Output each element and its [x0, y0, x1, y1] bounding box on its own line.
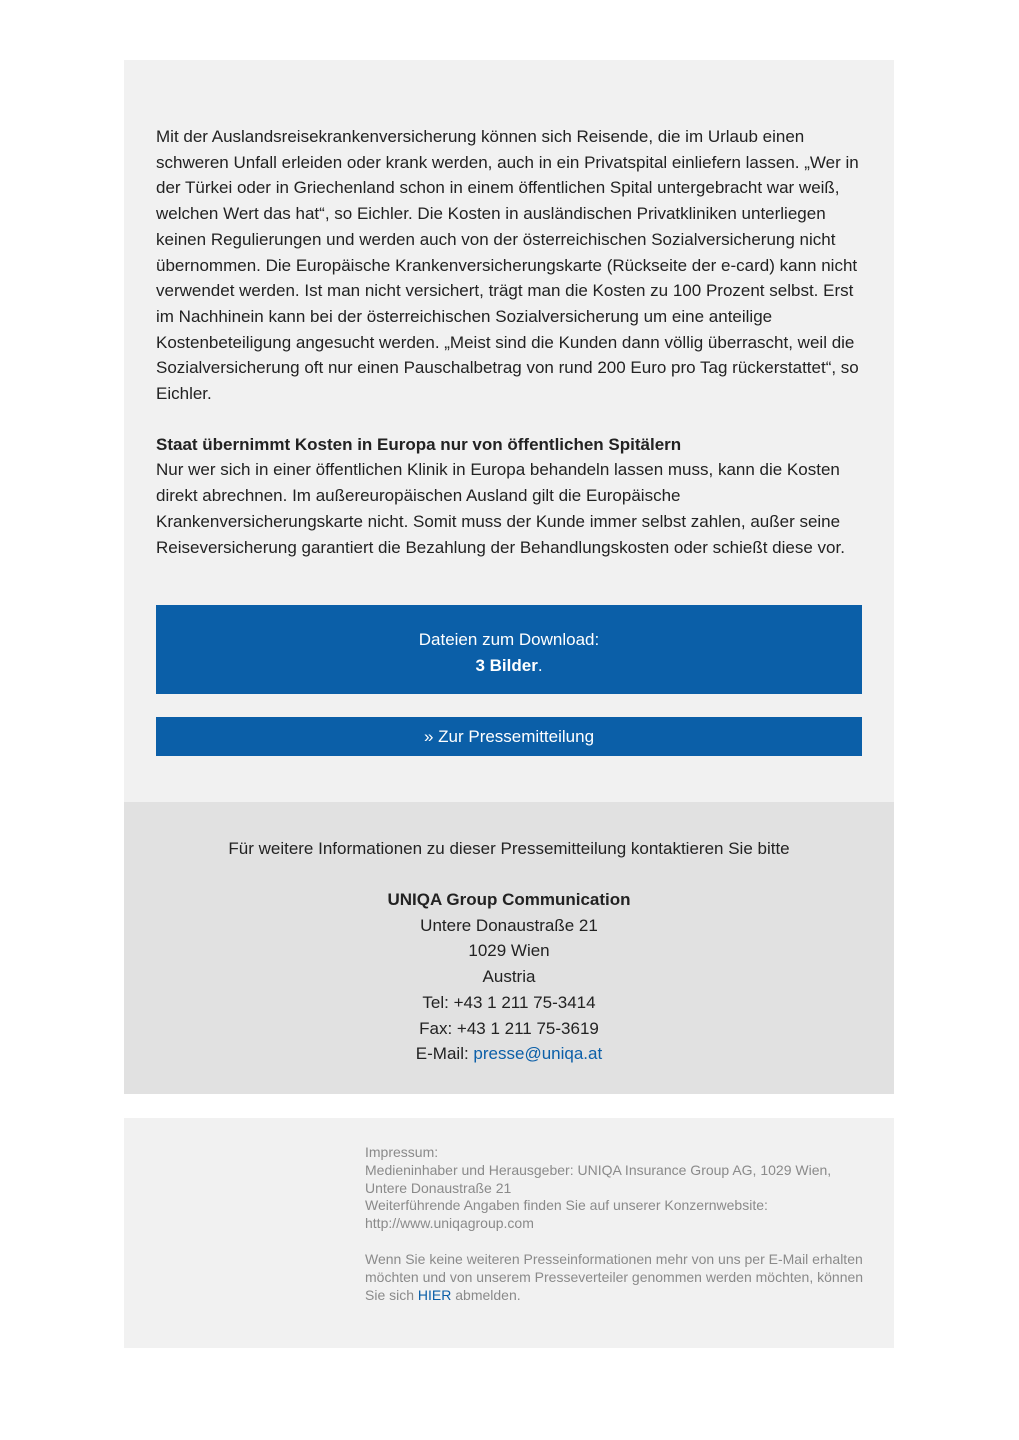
footer-unsubscribe: [365, 1251, 865, 1304]
footer-impressum: Impressum:: [365, 1144, 439, 1160]
contact-tel: Tel: +43 1 211 75-3414: [422, 992, 596, 1012]
download-period: .: [537, 656, 543, 675]
contact-email-label: E-Mail:: [415, 1044, 474, 1064]
contact-address: [124, 887, 894, 1067]
download-button[interactable]: [156, 605, 862, 694]
contact-company: UNIQA Group Communication: [387, 890, 631, 909]
footer-more-info: Weiterführende Angaben finden Sie auf unserer Konzernwebsite:: [365, 1197, 768, 1214]
download-label: Dateien zum Download:: [418, 630, 600, 649]
footer-unsubscribe-text: Wenn Sie keine weiteren Presseinformationen mehr von uns per E-Mail erhalten möchten und von unserem Presseverteiler genommen werden möchten, können Sie sich: [365, 1250, 864, 1303]
article-panel: [124, 60, 894, 802]
article-content: [156, 124, 862, 560]
contact-fax: Fax: +43 1 211 75-3619: [419, 1018, 599, 1038]
footer-publisher: Medieninhaber und Herausgeber: UNIQA Insurance Group AG, 1029 Wien, Untere Donaustraße 21: [365, 1161, 832, 1196]
contact-email-line: [124, 1041, 894, 1067]
footer-website-link[interactable]: http://www.uniqagroup.com: [365, 1215, 534, 1232]
section-heading: Staat übernimmt Kosten in Europa nur von öffentlichen Spitälern: [156, 434, 682, 454]
contact-country: Austria: [482, 967, 536, 987]
spacer: [156, 407, 862, 432]
download-count: 3 Bilder: [475, 656, 538, 675]
article-paragraph-2: Nur wer sich in einer öffentlichen Klinik in Europa behandeln lassen muss, kann die Kosten direkt abrechnen. Im außereuropäischen Ausland gilt die Europäische Krankenversicherungskarte nicht. Somit muss der Kunde immer selbst zahlen, außer seine Reiseversicherung garantiert die Bezahlung der Behandlungskosten oder schießt diese vor.: [156, 460, 845, 557]
spacer: [365, 1233, 865, 1251]
article-paragraph-1: Mit der Auslandsreisekrankenversicherung können sich Reisende, die im Urlaub einen schweren Unfall erleiden oder krank werden, auch in ein Privatspital einliefern lassen. „Wer in der Türkei oder in Griechenland schon in einem öffentlichen Spital untergebracht war weiß, welchen Wert das hat“, so Eichler. Die Kosten in ausländischen Privatkliniken unterliegen keinen Regulierungen und werden auch von der österreichischen Sozialversicherung nicht übernommen. Die Europäische Krankenversicherungskarte (Rückseite der e-card) kann nicht verwendet werden. Ist man nicht versichert, trägt man die Kosten zu 100 Prozent selbst. Erst im Nachhinein kann bei der österreichischen Sozialversicherung um eine anteilige Kostenbeteiligung angesucht werden. „Meist sind die Kunden dann völlig überrascht, weil die Sozialversicherung oft nur einen Pauschalbetrag von rund 200 Euro pro Tag rückerstattet“, so Eichler.: [156, 127, 859, 404]
download-count-line: [156, 653, 862, 679]
unsubscribe-link[interactable]: HIER: [417, 1286, 452, 1303]
contact-intro: Für weitere Informationen zu dieser Pressemitteilung kontaktieren Sie bitte: [228, 839, 790, 858]
contact-street: Untere Donaustraße 21: [420, 915, 598, 935]
footer-unsubscribe-end: abmelden.: [451, 1286, 521, 1303]
footer-text: [365, 1144, 865, 1304]
contact-city: 1029 Wien: [468, 941, 550, 961]
contact-email-link[interactable]: presse@uniqa.at: [473, 1044, 603, 1064]
press-release-button[interactable]: » Zur Pressemitteilung: [156, 717, 862, 756]
footer-panel: [124, 1118, 894, 1348]
contact-panel: [124, 802, 894, 1094]
